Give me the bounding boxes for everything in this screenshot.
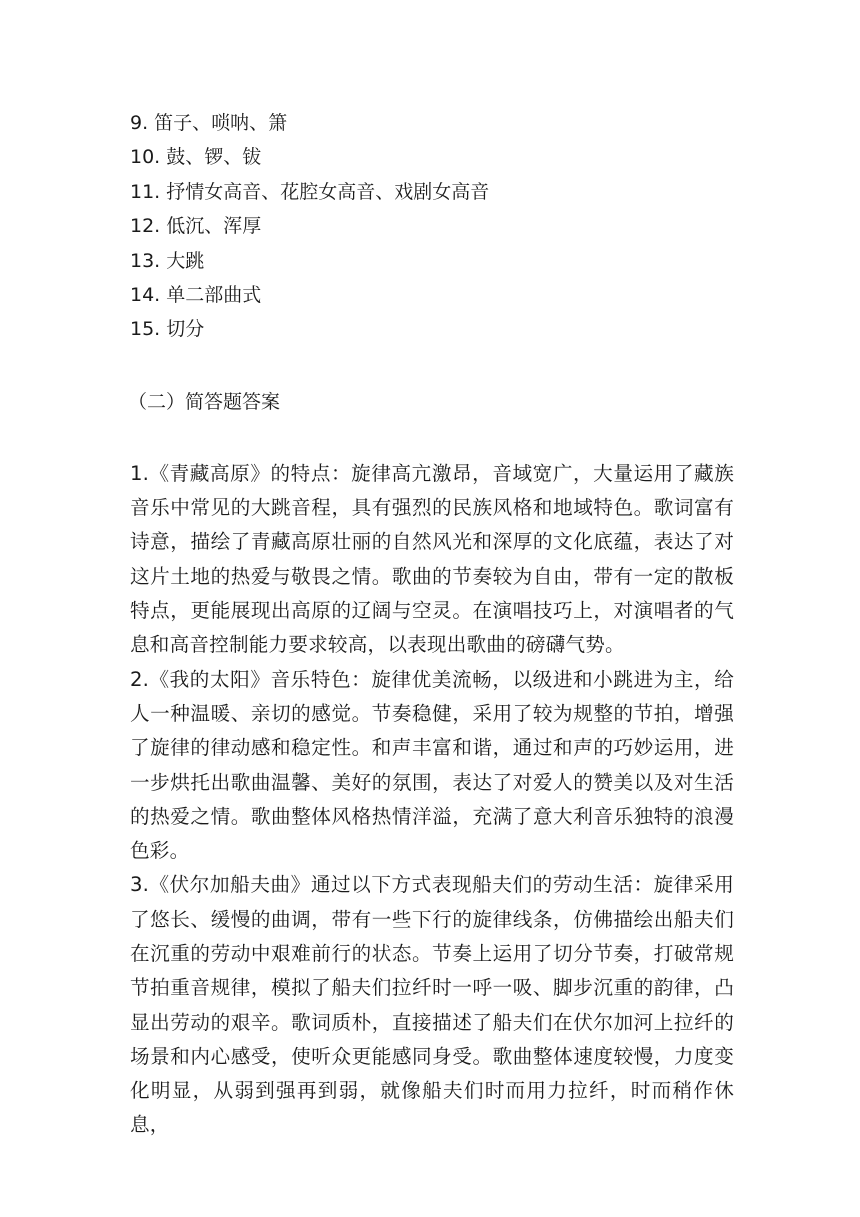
- fill-answer-14: 14. 单二部曲式: [130, 284, 262, 307]
- fill-answer-12: 12. 低沉、浑厚: [130, 215, 262, 238]
- fill-answer-11: 11. 抒情女高音、花腔女高音、戏剧女高音: [130, 180, 490, 203]
- fill-answer-9: 9. 笛子、唢呐、箫: [130, 112, 288, 134]
- document-page: [130, 106, 734, 1143]
- fill-answer-13: 13. 大跳: [130, 249, 205, 272]
- section-title: （二）简答题答案: [128, 390, 281, 413]
- fill-answer-15: 15. 切分: [130, 318, 205, 341]
- fill-in-answer-list: [130, 106, 734, 347]
- short-answer-list: [130, 457, 734, 1143]
- answer-paragraph-1: 1.《青藏高原》的特点：旋律高亢激昂，音域宽广，大量运用了藏族音乐中常见的大跳音程，具有强烈的民族风格和地域特色。歌词富有诗意，描绘了青藏高原壮丽的自然风光和深厚的文化底蕴，表达了对这片土地的热爱与敬畏之情。歌曲的节奏较为自由，带有一定的散板特点，更能展现出高原的辽阔与空灵。在演唱技巧上，对演唱者的气息和高音控制能力要求较高，以表现出歌曲的磅礴气势。: [130, 461, 734, 657]
- answer-paragraph-2: 2.《我的太阳》音乐特色：旋律优美流畅，以级进和小跳进为主，给人一种温暖、亲切的感觉。节奏稳健，采用了较为规整的节拍，增强了旋律的律动感和稳定性。和声丰富和谐，通过和声的巧妙运用，进一步烘托出歌曲温馨、美好的氛围，表达了对爱人的赞美以及对生活的热爱之情。歌曲整体风格热情洋溢，充满了意大利音乐独特的浪漫色彩。: [130, 667, 734, 863]
- fill-answer-10: 10. 鼓、锣、钹: [130, 146, 262, 169]
- answer-paragraph-3: 3.《伏尔加船夫曲》通过以下方式表现船夫们的劳动生活：旋律采用了悠长、缓慢的曲调，带有一些下行的旋律线条，仿佛描绘出船夫们在沉重的劳动中艰难前行的状态。节奏上运用了切分节奏，打破常规节拍重音规律，模拟了船夫们拉纤时一呼一吸、脚步沉重的韵律，凸显出劳动的艰辛。歌词质朴，直接描述了船夫们在伏尔加河上拉纤的场景和内心感受，使听众更能感同身受。歌曲整体速度较慢，力度变化明显，从弱到强再到弱，就像船夫们时而用力拉纤，时而稍作休息，: [130, 873, 734, 1137]
